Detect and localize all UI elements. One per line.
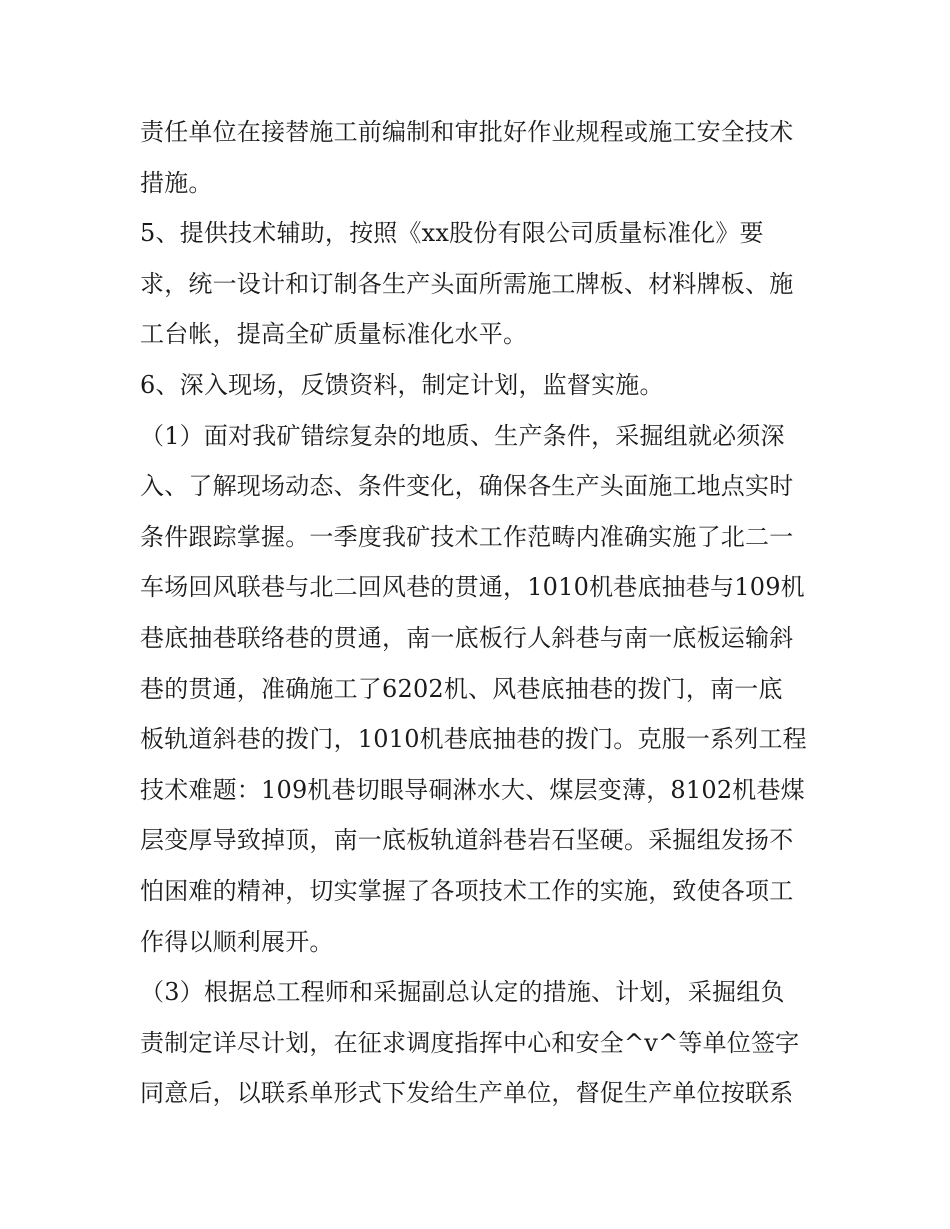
text-line: 措施。 xyxy=(140,168,213,197)
text-line: 作得以顺利展开。 xyxy=(140,927,334,956)
text-line: 工台帐，提高全矿质量标准化水平。 xyxy=(140,320,528,349)
text-line: 入、了解现场动态、条件变化，确保各生产头面施工地点实时 xyxy=(140,472,794,501)
text-line: （3）根据总工程师和采掘副总认定的措施、计划，采掘组负 xyxy=(140,978,785,1007)
text-line: 条件跟踪掌握。一季度我矿技术工作范畴内准确实施了北二一 xyxy=(140,522,794,551)
text-line: 巷底抽巷联络巷的贯通，南一底板行人斜巷与南一底板运输斜 xyxy=(140,623,794,652)
text-line: 层变厚导致掉顶，南一底板轨道斜巷岩石坚硬。采掘组发扬不 xyxy=(140,826,794,855)
text-line: 车场回风联巷与北二回风巷的贯通，1010机巷底抽巷与109机 xyxy=(140,573,805,602)
text-line: 责任单位在接替施工前编制和审批好作业规程或施工安全技术 xyxy=(140,118,794,146)
text-line: 求，统一设计和订制各生产头面所需施工牌板、材料牌板、施 xyxy=(140,269,794,298)
text-line: 5、提供技术辅助，按照《xx股份有限公司质量标准化》要 xyxy=(140,219,764,248)
text-line: 责制定详尽计划，在征求调度指挥中心和安全^v^等单位签字 xyxy=(140,1028,800,1057)
text-line: 6、深入现场，反馈资料，制定计划，监督实施。 xyxy=(140,370,664,399)
text-line: 同意后，以联系单形式下发给生产单位，督促生产单位按联系 xyxy=(140,1079,794,1108)
text-line: 板轨道斜巷的拨门，1010机巷底抽巷的拨门。克服一系列工程 xyxy=(140,725,807,754)
text-line: 技术难题：109机巷切眼导硐淋水大、煤层变薄，8102机巷煤 xyxy=(140,775,805,804)
text-line: 巷的贯通，准确施工了6202机、风巷底抽巷的拨门，南一底 xyxy=(140,674,783,703)
text-line: （1）面对我矿错综复杂的地质、生产条件，采掘组就必须深 xyxy=(140,421,785,450)
body-text xyxy=(140,107,820,1119)
text-line: 怕困难的精神，切实掌握了各项技术工作的实施，致使各项工 xyxy=(140,876,794,905)
